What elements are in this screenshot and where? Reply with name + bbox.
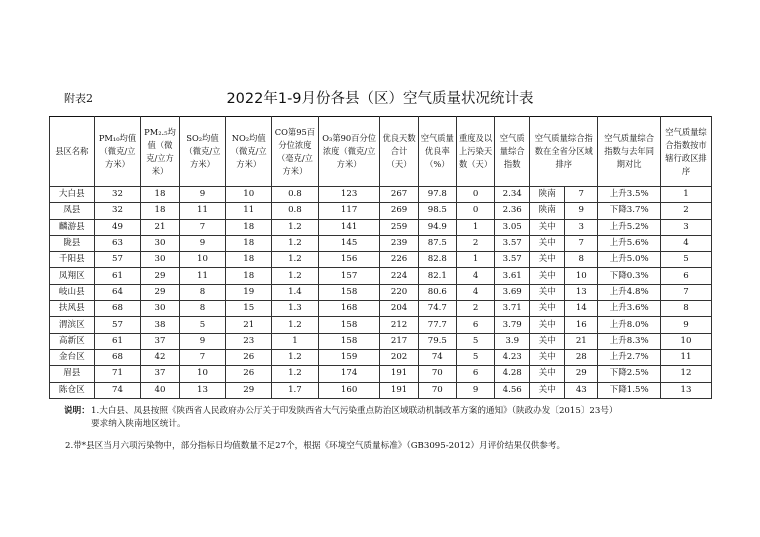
table-cell: 10 — [565, 268, 598, 284]
table-cell: 1.3 — [272, 301, 319, 317]
table-cell: 1.2 — [272, 268, 319, 284]
table-cell: 79.5 — [418, 333, 456, 349]
table-cell: 10 — [226, 187, 272, 203]
table-cell: 上升5.6% — [598, 235, 661, 251]
table-cell: 下降3.7% — [598, 203, 661, 219]
table-cell: 2 — [456, 235, 494, 251]
table-row — [50, 382, 712, 398]
table-cell: 4 — [456, 284, 494, 300]
county-name-cell: 千阳县 — [50, 252, 95, 268]
table-cell: 14 — [565, 301, 598, 317]
header-cell: 空气质量综合指数与去年同期对比 — [598, 117, 661, 187]
table-cell: 关中 — [530, 382, 565, 398]
table-cell: 18 — [226, 235, 272, 251]
table-cell: 18 — [226, 268, 272, 284]
table-cell: 11 — [226, 203, 272, 219]
table-cell: 3.69 — [495, 284, 530, 300]
annex-label: 附表2 — [64, 92, 93, 105]
table-cell: 关中 — [530, 317, 565, 333]
page-title: 2022年1-9月份各县（区）空气质量状况统计表 — [226, 91, 534, 107]
county-name-cell: 凤县 — [50, 203, 95, 219]
table-cell: 陕南 — [530, 203, 565, 219]
table-body — [50, 187, 712, 399]
table-cell: 38 — [141, 317, 179, 333]
table-cell: 关中 — [530, 349, 565, 365]
table-cell: 145 — [318, 235, 380, 251]
table-cell: 61 — [94, 333, 141, 349]
table-cell: 1.2 — [272, 252, 319, 268]
table-cell: 4.56 — [495, 382, 530, 398]
county-name-cell: 陇县 — [50, 235, 95, 251]
table-row — [50, 203, 712, 219]
header-cell: 空气质量综合指数 — [495, 117, 530, 187]
table-cell: 87.5 — [418, 235, 456, 251]
table-cell: 8 — [179, 301, 226, 317]
table-cell: 37 — [141, 366, 179, 382]
table-cell: 0 — [456, 203, 494, 219]
county-name-cell: 扶风县 — [50, 301, 95, 317]
county-name-cell: 凤翔区 — [50, 268, 95, 284]
table-cell: 上升3.6% — [598, 301, 661, 317]
table-cell: 80.6 — [418, 284, 456, 300]
table-cell: 239 — [380, 235, 418, 251]
table-cell: 21 — [141, 219, 179, 235]
table-header-row — [50, 117, 712, 187]
table-cell: 212 — [380, 317, 418, 333]
table-cell: 11 — [660, 349, 711, 365]
table-cell: 1.4 — [272, 284, 319, 300]
table-cell: 1.2 — [272, 235, 319, 251]
table-cell: 关中 — [530, 219, 565, 235]
table-cell: 3.57 — [495, 252, 530, 268]
table-row — [50, 301, 712, 317]
table-cell: 11 — [179, 268, 226, 284]
table-cell: 49 — [94, 219, 141, 235]
header-cell: 县区名称 — [50, 117, 95, 187]
table-row — [50, 268, 712, 284]
table-row — [50, 349, 712, 365]
table-cell: 160 — [318, 382, 380, 398]
table-cell: 159 — [318, 349, 380, 365]
county-name-cell: 渭滨区 — [50, 317, 95, 333]
table-cell: 9 — [179, 187, 226, 203]
table-cell: 关中 — [530, 284, 565, 300]
table-cell: 29 — [565, 366, 598, 382]
table-cell: 关中 — [530, 235, 565, 251]
table-cell: 5 — [456, 333, 494, 349]
header-cell: PM₂.₅均值（微克/立方米） — [141, 117, 179, 187]
county-name-cell: 麟游县 — [50, 219, 95, 235]
table-cell: 2.34 — [495, 187, 530, 203]
table-cell: 32 — [94, 187, 141, 203]
table-cell: 18 — [226, 219, 272, 235]
table-cell: 43 — [565, 382, 598, 398]
county-name-cell: 金台区 — [50, 349, 95, 365]
county-name-cell: 陈仓区 — [50, 382, 95, 398]
table-cell: 6 — [456, 317, 494, 333]
table-cell: 13 — [565, 284, 598, 300]
table-cell: 关中 — [530, 268, 565, 284]
table-cell: 68 — [94, 301, 141, 317]
header-cell: PM₁₀均值（微克/立方米） — [94, 117, 141, 187]
county-name-cell: 眉县 — [50, 366, 95, 382]
table-cell: 4 — [456, 268, 494, 284]
table-cell: 6 — [456, 366, 494, 382]
table-cell: 上升2.7% — [598, 349, 661, 365]
table-cell: 37 — [141, 333, 179, 349]
table-cell: 1 — [456, 219, 494, 235]
header-cell: SO₂均值（微克/立方米） — [179, 117, 226, 187]
header-cell: O₃第90百分位浓度（微克/立方米） — [318, 117, 380, 187]
table-cell: 1.7 — [272, 382, 319, 398]
table-cell: 30 — [141, 252, 179, 268]
table-cell: 220 — [380, 284, 418, 300]
table-cell: 2.36 — [495, 203, 530, 219]
table-cell: 4.28 — [495, 366, 530, 382]
table-cell: 0.8 — [272, 187, 319, 203]
county-name-cell: 大白县 — [50, 187, 95, 203]
note-2: 2.带*县区当月六项污染物中，部分指标日均值数量不足27个，根据《环境空气质量标准》（GB3095-2012）月评价结果仅供参考。 — [65, 441, 566, 451]
table-row — [50, 284, 712, 300]
table-cell: 1 — [272, 333, 319, 349]
table-cell: 1.2 — [272, 349, 319, 365]
table-cell: 217 — [380, 333, 418, 349]
table-cell: 关中 — [530, 301, 565, 317]
table-cell: 32 — [94, 203, 141, 219]
table-cell: 上升8.0% — [598, 317, 661, 333]
table-cell: 1 — [660, 187, 711, 203]
table-cell: 3.9 — [495, 333, 530, 349]
table-cell: 74 — [94, 382, 141, 398]
table-cell: 191 — [380, 382, 418, 398]
table-cell: 8 — [179, 284, 226, 300]
table-cell: 117 — [318, 203, 380, 219]
table-cell: 3.61 — [495, 268, 530, 284]
table-cell: 4 — [660, 235, 711, 251]
header-cell: 空气质量综合指数在全省分区域排序 — [530, 117, 598, 187]
table-cell: 12 — [660, 366, 711, 382]
table-cell: 40 — [141, 382, 179, 398]
table-cell: 57 — [94, 317, 141, 333]
table-cell: 陕南 — [530, 187, 565, 203]
table-cell: 94.9 — [418, 219, 456, 235]
header-cell: NO₂均值（微克/立方米） — [226, 117, 272, 187]
table-cell: 7 — [565, 235, 598, 251]
table-cell: 16 — [565, 317, 598, 333]
table-cell: 202 — [380, 349, 418, 365]
table-cell: 7 — [179, 219, 226, 235]
table-cell: 26 — [226, 349, 272, 365]
table-cell: 141 — [318, 219, 380, 235]
table-cell: 70 — [418, 366, 456, 382]
table-cell: 21 — [226, 317, 272, 333]
table-cell: 9 — [565, 203, 598, 219]
table-row — [50, 235, 712, 251]
table-cell: 2 — [660, 203, 711, 219]
table-cell: 5 — [456, 349, 494, 365]
table-row — [50, 187, 712, 203]
header-cell: 空气质量优良率（%） — [418, 117, 456, 187]
table-cell: 70 — [418, 382, 456, 398]
table-cell: 1.2 — [272, 219, 319, 235]
table-cell: 3 — [660, 219, 711, 235]
table-cell: 168 — [318, 301, 380, 317]
table-cell: 13 — [660, 382, 711, 398]
table-cell: 156 — [318, 252, 380, 268]
table-cell: 123 — [318, 187, 380, 203]
table-cell: 74 — [418, 349, 456, 365]
table-cell: 上升3.5% — [598, 187, 661, 203]
table-cell: 7 — [565, 187, 598, 203]
table-cell: 191 — [380, 366, 418, 382]
table-cell: 158 — [318, 284, 380, 300]
county-name-cell: 高新区 — [50, 333, 95, 349]
table-cell: 3.71 — [495, 301, 530, 317]
table-cell: 18 — [226, 252, 272, 268]
table-cell: 82.8 — [418, 252, 456, 268]
table-cell: 57 — [94, 252, 141, 268]
table-cell: 267 — [380, 187, 418, 203]
table-cell: 2 — [456, 301, 494, 317]
note-1-line-1: 1.大白县、凤县按照《陕西省人民政府办公厅关于印发陕西省大气污染重点防治区域联动机制改革方案的通知》（陕政办发〔2015〕23号） — [91, 406, 618, 416]
table-cell: 关中 — [530, 366, 565, 382]
table-cell: 30 — [141, 235, 179, 251]
table-cell: 上升5.2% — [598, 219, 661, 235]
table-cell: 29 — [141, 284, 179, 300]
table-cell: 0.8 — [272, 203, 319, 219]
table-cell: 23 — [226, 333, 272, 349]
table-cell: 259 — [380, 219, 418, 235]
table-cell: 关中 — [530, 252, 565, 268]
notes — [64, 405, 714, 431]
table-cell: 68 — [94, 349, 141, 365]
table-cell: 3.57 — [495, 235, 530, 251]
table-cell: 8 — [660, 301, 711, 317]
table-row — [50, 366, 712, 382]
table-cell: 98.5 — [418, 203, 456, 219]
table-cell: 158 — [318, 317, 380, 333]
table-cell: 下降0.3% — [598, 268, 661, 284]
table-cell: 1.2 — [272, 366, 319, 382]
notes-lead: 说明： — [64, 406, 90, 416]
table-cell: 9 — [179, 333, 226, 349]
header-cell: CO第95百分位浓度（毫克/立方米） — [272, 117, 319, 187]
table-cell: 42 — [141, 349, 179, 365]
table-cell: 5 — [660, 252, 711, 268]
table-row — [50, 333, 712, 349]
table-cell: 9 — [456, 382, 494, 398]
table-cell: 15 — [226, 301, 272, 317]
table-cell: 3 — [565, 219, 598, 235]
table-cell: 0 — [456, 187, 494, 203]
table-cell: 10 — [660, 333, 711, 349]
table-cell: 174 — [318, 366, 380, 382]
header-cell: 优良天数合计（天） — [380, 117, 418, 187]
table-cell: 29 — [226, 382, 272, 398]
table-cell: 19 — [226, 284, 272, 300]
table-cell: 7 — [660, 284, 711, 300]
table-cell: 上升8.3% — [598, 333, 661, 349]
table-cell: 157 — [318, 268, 380, 284]
table-cell: 1 — [456, 252, 494, 268]
note-1-line-2: 要求纳入陕南地区统计。 — [91, 419, 186, 429]
table-cell: 下降1.5% — [598, 382, 661, 398]
table-row — [50, 252, 712, 268]
air-quality-table — [49, 116, 712, 399]
table-cell: 7 — [179, 349, 226, 365]
table-cell: 204 — [380, 301, 418, 317]
table-cell: 74.7 — [418, 301, 456, 317]
table-cell: 9 — [660, 317, 711, 333]
table-cell: 8 — [565, 252, 598, 268]
table-cell: 61 — [94, 268, 141, 284]
table-cell: 4.23 — [495, 349, 530, 365]
table-cell: 3.05 — [495, 219, 530, 235]
table-cell: 224 — [380, 268, 418, 284]
table-cell: 18 — [141, 203, 179, 219]
table-cell: 10 — [179, 366, 226, 382]
table-cell: 10 — [179, 252, 226, 268]
table-cell: 关中 — [530, 333, 565, 349]
table-cell: 63 — [94, 235, 141, 251]
table-cell: 269 — [380, 203, 418, 219]
table-cell: 158 — [318, 333, 380, 349]
table-cell: 26 — [226, 366, 272, 382]
table-cell: 1.2 — [272, 317, 319, 333]
table-cell: 上升4.8% — [598, 284, 661, 300]
table-cell: 28 — [565, 349, 598, 365]
table-cell: 71 — [94, 366, 141, 382]
header-cell: 重度及以上污染天数（天） — [456, 117, 494, 187]
header-cell: 空气质量综合指数按市辖行政区排序 — [660, 117, 711, 187]
table-cell: 下降2.5% — [598, 366, 661, 382]
table-cell: 29 — [141, 268, 179, 284]
table-cell: 97.8 — [418, 187, 456, 203]
county-name-cell: 岐山县 — [50, 284, 95, 300]
table-cell: 21 — [565, 333, 598, 349]
table-cell: 77.7 — [418, 317, 456, 333]
table-row — [50, 317, 712, 333]
table-cell: 226 — [380, 252, 418, 268]
table-cell: 6 — [660, 268, 711, 284]
table-cell: 3.79 — [495, 317, 530, 333]
table-cell: 64 — [94, 284, 141, 300]
table-cell: 30 — [141, 301, 179, 317]
table-cell: 9 — [179, 235, 226, 251]
table-cell: 5 — [179, 317, 226, 333]
table-cell: 82.1 — [418, 268, 456, 284]
table-row — [50, 219, 712, 235]
table-cell: 11 — [179, 203, 226, 219]
table-cell: 18 — [141, 187, 179, 203]
table-cell: 上升5.0% — [598, 252, 661, 268]
table-cell: 13 — [179, 382, 226, 398]
